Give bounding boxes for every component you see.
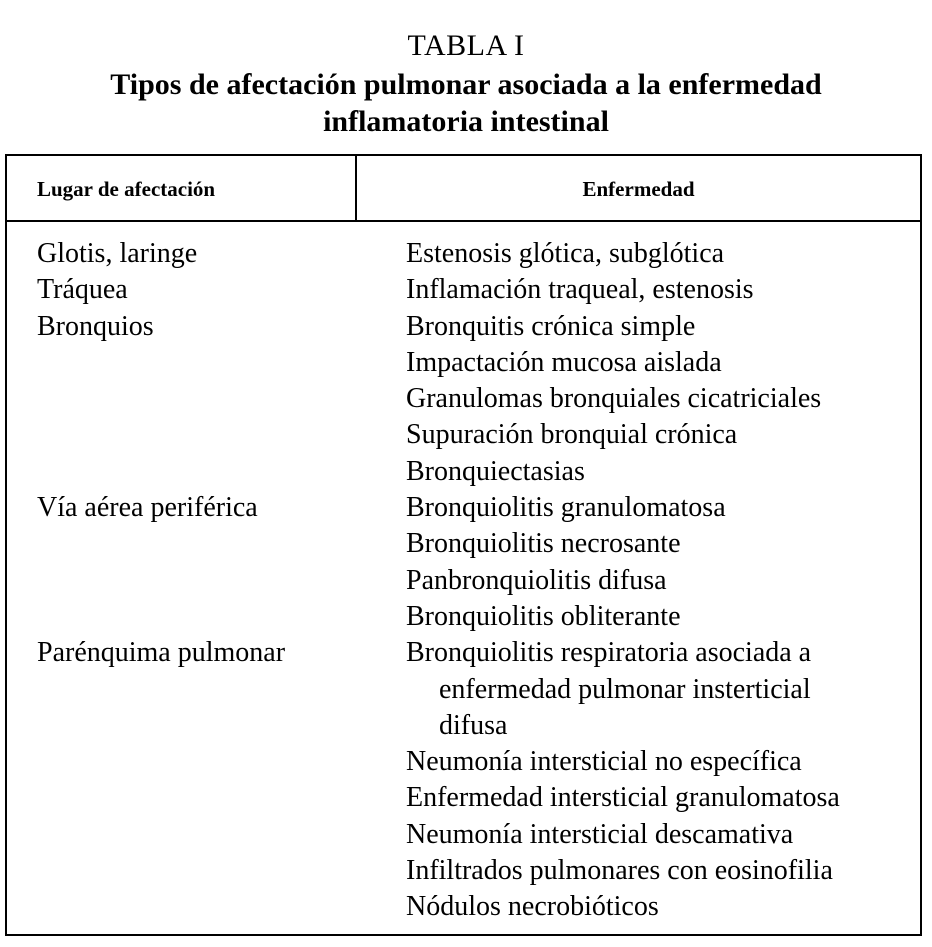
disease-cell: Impactación mucosa aislada — [406, 346, 722, 378]
disease-cell: Neumonía intersticial descamativa — [406, 818, 794, 850]
table-row — [7, 744, 920, 780]
disease-cell: Neumonía intersticial no específica — [406, 746, 802, 778]
site-cell: Vía aérea periférica — [37, 492, 258, 524]
disease-line-continued: enfermedad pulmonar insterticial — [439, 673, 811, 705]
column-header-site: Lugar de afectación — [37, 177, 216, 201]
disease-cell: Nódulos necrobióticos — [406, 891, 659, 923]
disease-cell: Bronquiolitis necrosante — [406, 528, 681, 560]
disease-cell: Granulomas bronquiales cicatriciales — [406, 383, 822, 415]
table-row — [7, 526, 920, 562]
table-row — [7, 853, 920, 889]
table-row — [7, 236, 920, 272]
disease-cell: Bronquiolitis obliterante — [406, 600, 681, 632]
site-cell: Glotis, laringe — [37, 238, 198, 269]
disease-line: Bronquiolitis respiratoria asociada a — [406, 637, 812, 669]
disease-cell: Infiltrados pulmonares con eosinofilia — [406, 855, 833, 887]
table-row — [7, 490, 920, 526]
disease-line-continued: difusa — [439, 709, 508, 741]
table-row — [7, 817, 920, 853]
table-row — [7, 780, 920, 816]
table-title — [0, 66, 932, 140]
disease-cell: Bronquitis crónica simple — [406, 310, 696, 342]
disease-cell: Bronquiolitis granulomatosa — [406, 492, 726, 524]
column-header-disease: Enfermedad — [582, 177, 695, 201]
table-row — [7, 417, 920, 453]
table-row — [7, 635, 920, 744]
table-title-line-2: inflamatoria intestinal — [323, 105, 609, 138]
table-label: TABLA I — [407, 29, 525, 62]
disease-cell: Inflamación traqueal, estenosis — [406, 274, 754, 306]
disease-cell — [377, 635, 920, 744]
table-row — [7, 889, 920, 925]
table-row — [7, 454, 920, 490]
site-cell: Parénquima pulmonar — [37, 637, 286, 669]
disease-cell: Bronquiectasias — [406, 455, 585, 487]
table-row — [7, 345, 920, 381]
disease-cell: Supuración bronquial crónica — [406, 419, 738, 451]
table-row — [7, 381, 920, 417]
table-body — [7, 236, 920, 926]
table-row — [7, 309, 920, 345]
table-header-row — [7, 156, 920, 222]
table-row — [7, 599, 920, 635]
disease-cell: Panbronquiolitis difusa — [406, 564, 667, 596]
data-table — [5, 154, 922, 936]
disease-cell: Enfermedad intersticial granulomatosa — [406, 782, 840, 814]
site-cell: Tráquea — [37, 274, 128, 306]
site-cell: Bronquios — [37, 310, 154, 342]
disease-cell: Estenosis glótica, subglótica — [406, 238, 725, 269]
table-row — [7, 563, 920, 599]
table-title-line-1: Tipos de afectación pulmonar asociada a la enfermedad — [110, 68, 822, 101]
table-row — [7, 272, 920, 308]
